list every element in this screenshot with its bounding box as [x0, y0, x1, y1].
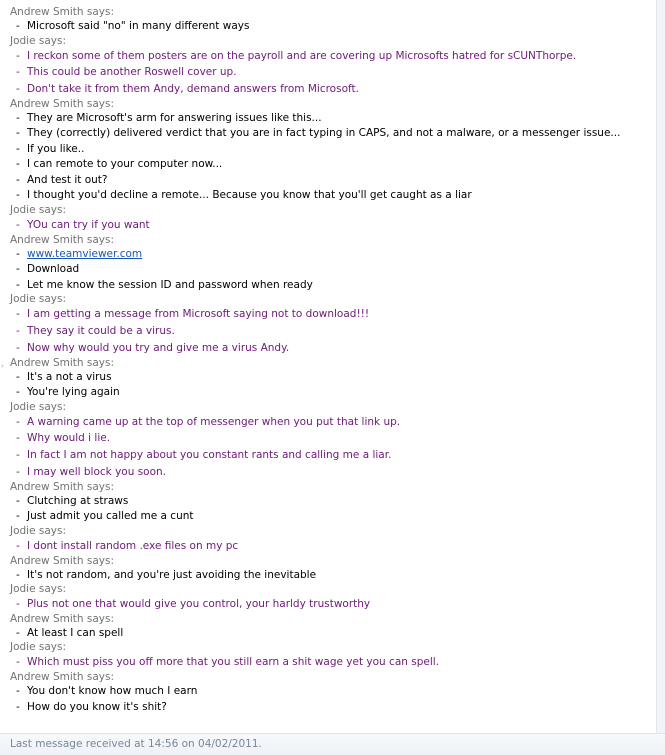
message-line — [0, 385, 657, 401]
message-line — [0, 340, 657, 357]
message-text: Don't take it from them Andy, demand answers from Microsoft. — [27, 83, 359, 96]
message-bullet: - — [16, 142, 20, 155]
message-bullet: - — [16, 415, 20, 428]
message-bullet: - — [16, 370, 20, 383]
message-line — [0, 626, 657, 642]
message-text: It's not random, and you're just avoiding the inevitable — [27, 568, 317, 581]
message-bullet: - — [16, 173, 20, 186]
message-text: It's a not a virus — [27, 370, 112, 383]
message-line — [0, 684, 657, 700]
message-bullet: - — [16, 685, 20, 698]
sender-name: Andrew Smith says: — [10, 554, 115, 567]
message-bullet: - — [16, 324, 20, 337]
sender-name: Jodie says: — [10, 203, 67, 216]
message-bullet: - — [16, 111, 20, 124]
message-line — [0, 64, 657, 81]
sender-name: Andrew Smith says: — [10, 612, 115, 625]
status-bar: Last message received at 14:56 on 04/02/2011. — [0, 733, 665, 755]
message-text: You don't know how much I earn — [27, 685, 198, 698]
message-bullet: - — [16, 510, 20, 523]
sender-label — [0, 613, 657, 626]
message-text: I thought you'd decline a remote... Because you know that you'll get caught as a liar — [27, 189, 472, 202]
message-bullet: - — [16, 656, 20, 669]
sender-label — [0, 671, 657, 684]
message-bullet: - — [16, 539, 20, 552]
message-text: And test it out? — [27, 173, 108, 186]
message-line — [0, 323, 657, 340]
message-text: YOu can try if you want — [27, 218, 150, 231]
message-bullet: - — [16, 49, 20, 62]
message-bullet: - — [16, 263, 20, 276]
message-line — [0, 173, 657, 189]
sender-label — [0, 583, 657, 596]
vertical-scrollbar[interactable] — [656, 0, 665, 733]
message-bullet: - — [16, 158, 20, 171]
message-bullet: - — [16, 83, 20, 96]
message-bullet: - — [16, 278, 20, 291]
message-line — [0, 217, 657, 234]
message-line — [0, 306, 657, 323]
message-bullet: - — [16, 189, 20, 202]
sender-label — [0, 293, 657, 306]
sender-label — [0, 98, 657, 111]
message-text: This could be another Roswell cover up. — [27, 66, 237, 79]
message-bullet: - — [16, 386, 20, 399]
message-text: They say it could be a virus. — [27, 324, 175, 337]
message-text: I am getting a message from Microsoft saying not to download!!! — [27, 308, 370, 321]
message-text: Plus not one that would give you control, your harldy trustworthy — [27, 598, 371, 611]
message-text: Download — [27, 263, 80, 276]
message-bullet: - — [16, 308, 20, 321]
sender-name: Andrew Smith says: — [10, 671, 115, 684]
sender-name: Andrew Smith says: — [10, 97, 115, 110]
sender-label — [0, 357, 657, 370]
message-bullet: - — [16, 494, 20, 507]
message-text: A warning came up at the top of messenger when you put that link up. — [27, 415, 401, 428]
message-line — [0, 538, 657, 555]
sender-name: Andrew Smith says: — [10, 480, 115, 493]
sender-name: Jodie says: — [10, 34, 67, 47]
sender-label — [0, 641, 657, 654]
sender-label — [0, 481, 657, 494]
message-line — [0, 464, 657, 481]
message-bullet: - — [16, 247, 20, 260]
message-text: Just admit you called me a cunt — [27, 510, 194, 523]
sender-name: Jodie says: — [10, 524, 67, 537]
message-bullet: - — [16, 449, 20, 462]
message-text: They are Microsoft's arm for answering issues like this... — [27, 111, 322, 124]
message-line — [0, 509, 657, 525]
message-bullet: - — [16, 432, 20, 445]
message-line — [0, 19, 657, 35]
message-text: Why would i lie. — [27, 432, 111, 445]
message-text: I may well block you soon. — [27, 465, 167, 478]
message-bullet: - — [16, 568, 20, 581]
sender-name: Jodie says: — [10, 293, 67, 306]
message-marker-icon: › — [1, 361, 4, 370]
message-line — [0, 126, 657, 142]
sender-name: Jodie says: — [10, 400, 67, 413]
sender-label — [0, 401, 657, 414]
sender-label — [0, 35, 657, 48]
message-text: Clutching at straws — [27, 494, 129, 507]
message-line — [0, 568, 657, 584]
message-bullet: - — [16, 465, 20, 478]
message-text: I reckon some of them posters are on the payroll and are covering up Microsofts hatred for sCUNThorpe. — [27, 49, 577, 62]
message-text: You're lying again — [27, 386, 120, 399]
message-text: Microsoft said "no" in many different ways — [27, 20, 250, 32]
message-line — [0, 142, 657, 158]
sender-label — [0, 555, 657, 568]
message-bullet: - — [16, 20, 20, 32]
message-line — [0, 278, 657, 294]
message-line — [0, 81, 657, 98]
message-link[interactable]: www.teamviewer.com — [27, 247, 143, 260]
message-line — [0, 188, 657, 204]
message-text: If you like.. — [27, 142, 85, 155]
message-text: In fact I am not happy about you constant rants and calling me a liar. — [27, 449, 392, 462]
message-bullet: - — [16, 66, 20, 79]
sender-name: Andrew Smith says: — [10, 233, 115, 246]
message-text: At least I can spell — [27, 626, 124, 639]
message-text: Now why would you try and give me a virus Andy. — [27, 341, 290, 354]
message-line — [0, 654, 657, 671]
sender-label — [0, 525, 657, 538]
message-text: They (correctly) delivered verdict that you are in fact typing in CAPS, and not a malware, or a messenger issue... — [27, 127, 621, 140]
sender-name: Jodie says: — [10, 583, 67, 596]
message-line — [0, 111, 657, 127]
message-line — [0, 700, 657, 716]
message-bullet: - — [16, 218, 20, 231]
message-bullet: - — [16, 127, 20, 140]
message-bullet: - — [16, 626, 20, 639]
sender-name: Jodie says: — [10, 641, 67, 654]
message-bullet: - — [16, 598, 20, 611]
message-text: I dont install random .exe files on my pc — [27, 539, 239, 552]
message-line — [0, 48, 657, 65]
message-text: How do you know it's shit? — [27, 700, 167, 713]
message-line — [0, 370, 657, 386]
message-line — [0, 157, 657, 173]
message-line — [0, 247, 657, 263]
message-text: Which must piss you off more that you still earn a shit wage yet you can spell. — [27, 656, 440, 669]
message-line — [0, 596, 657, 613]
message-bullet: - — [16, 341, 20, 354]
message-line — [0, 414, 657, 431]
sender-label — [0, 234, 657, 247]
sender-label — [0, 6, 657, 19]
sender-label — [0, 204, 657, 217]
message-text: Let me know the session ID and password when ready — [27, 278, 313, 291]
message-bullet: - — [16, 700, 20, 713]
sender-name: Andrew Smith says: — [10, 356, 115, 369]
message-line — [0, 262, 657, 278]
message-line — [0, 447, 657, 464]
message-line — [0, 494, 657, 510]
message-line — [0, 430, 657, 447]
message-text: I can remote to your computer now... — [27, 158, 223, 171]
sender-name: Andrew Smith says: — [10, 6, 115, 18]
